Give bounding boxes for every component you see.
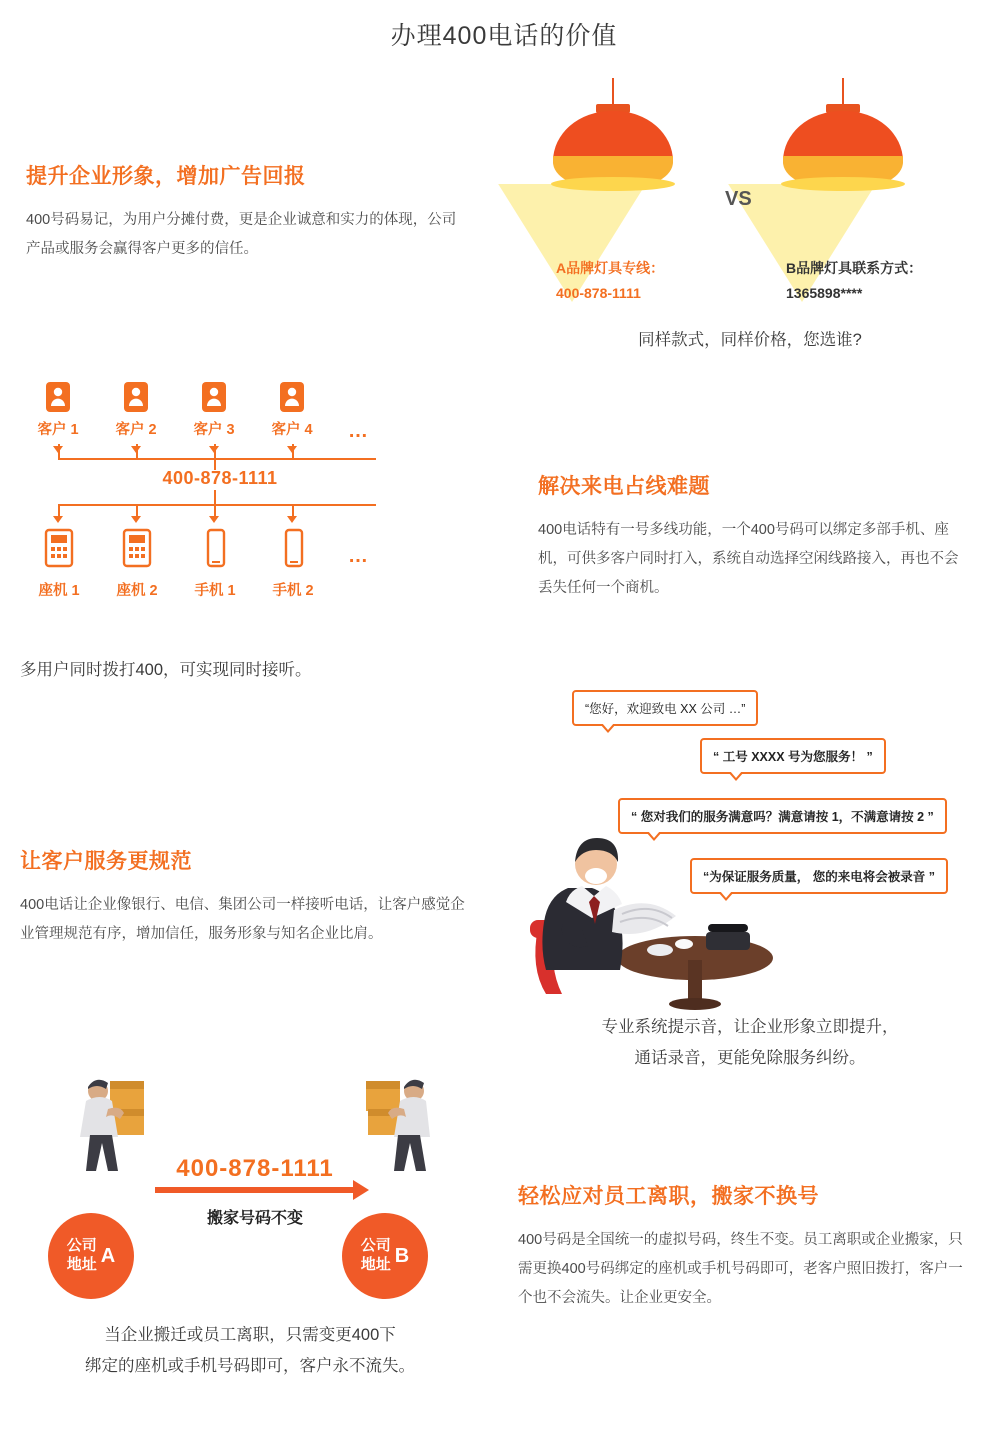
section-brand-body: 400号码易记，为用户分摊付费，更是企业诚意和实力的体现，公司产品或服务会赢得客户更多的信任。 — [26, 212, 457, 257]
lamp-a-label-line1: A品牌灯具专线： — [556, 260, 665, 276]
connector-arrow-3 — [209, 446, 219, 453]
lamp-b-label — [786, 256, 922, 306]
hub-stem-down — [214, 490, 216, 504]
connector-arrow-2 — [131, 446, 141, 453]
section-move-text — [518, 1180, 968, 1313]
user-icon — [44, 380, 72, 414]
customer-node-3-label: 客户 3 — [193, 422, 235, 438]
customer-node-4 — [262, 380, 322, 439]
speech-bubble-satisfaction: “ 您对我们的服务满意吗？满意请按 1，不满意请按 2 ” — [618, 798, 947, 834]
mobile-phone-icon — [198, 528, 232, 568]
device-node-3-label: 手机 1 — [194, 583, 236, 599]
section-busy-text — [538, 470, 968, 603]
section-brand-caption: 同样款式，同样价格，您选谁? — [638, 331, 862, 349]
section-busy-caption: 多用户同时拨打400，可实现同时接听。 — [20, 661, 312, 679]
saucer-icon — [647, 944, 673, 956]
company-address-b-line1: 公司 — [360, 1237, 391, 1255]
mover-right-icon — [342, 1065, 462, 1185]
section-service-text — [20, 845, 470, 949]
customer-node-2-label: 客户 2 — [115, 422, 157, 438]
device-node-1 — [28, 528, 90, 600]
section-brand-text — [26, 160, 466, 264]
customer-node-4-label: 客户 4 — [271, 422, 313, 438]
company-address-b-text — [361, 1237, 391, 1275]
device-node-2 — [106, 528, 168, 600]
move-arrow-label: 搬家号码不变 — [206, 1210, 303, 1227]
section-service-heading: 让客户服务更规范 — [20, 850, 192, 873]
customer-node-3 — [184, 380, 244, 439]
multi-line-diagram — [20, 380, 420, 630]
lamp-shade-rim-icon — [551, 177, 675, 191]
section-brand-heading: 提升企业形象，增加广告回报 — [26, 165, 306, 188]
customer-node-1 — [28, 380, 88, 439]
user-icon — [122, 380, 150, 414]
device-arrow-4 — [287, 516, 297, 523]
device-node-4-label: 手机 2 — [272, 583, 314, 599]
company-address-b-line2: 地址 — [360, 1256, 391, 1273]
section-move-caption-line1: 当企业搬迁或员工离职，只需变更400下 — [104, 1326, 396, 1344]
section-move-heading: 轻松应对员工离职，搬家不换号 — [518, 1185, 819, 1208]
lamp-cord-icon — [842, 78, 844, 106]
lamp-shade-rim-icon — [781, 177, 905, 191]
vs-label: VS — [725, 188, 752, 210]
connector-line-top — [58, 458, 376, 460]
section-move-caption — [20, 1320, 480, 1383]
device-node-3 — [184, 528, 246, 600]
company-address-a-letter: A — [100, 1244, 116, 1267]
office-move-illustration — [20, 1065, 480, 1300]
businessman-at-desk-illustration — [510, 810, 810, 1010]
device-more-ellipsis: … — [348, 545, 368, 567]
device-arrow-1 — [53, 516, 63, 523]
section-move-body: 400号码是全国统一的虚拟号码，终生不变。员工离职或企业搬家，只需更换400号码绑定的座机或手机号码即可，老客户照旧拨打，客户一个也不会流失。让企业更安全。 — [518, 1232, 963, 1306]
company-address-b-letter: B — [394, 1244, 410, 1267]
move-arrow-icon — [155, 1187, 355, 1193]
device-node-4 — [262, 528, 324, 600]
mobile-phone-icon — [276, 528, 310, 568]
speech-bubble-recording: “为保证服务质量， 您的来电将会被录音 ” — [690, 858, 948, 894]
device-arrow-3 — [209, 516, 219, 523]
lamp-cord-icon — [612, 78, 614, 106]
speech-bubble-agent-id: “ 工号 XXXX 号为您服务！ ” — [700, 738, 886, 774]
lamp-b-label-line2: 1365898**** — [786, 285, 863, 302]
connector-arrow-1 — [53, 446, 63, 453]
section-busy-body: 400电话特有一号多线功能，一个400号码可以绑定多部手机、座机，可供多客户同时打入，系统自动选择空闲线路接入，再也不会丢失任何一个商机。 — [538, 522, 959, 596]
service-scene-illustration — [500, 680, 1000, 1020]
lamp-a-label-line2: 400-878-1111 — [556, 285, 641, 302]
move-number-label: 400-878-1111 — [176, 1155, 334, 1182]
customer-node-2 — [106, 380, 166, 439]
customer-node-1-label: 客户 1 — [37, 422, 79, 438]
company-address-a-line1: 公司 — [66, 1237, 97, 1255]
company-address-a-text — [67, 1237, 97, 1275]
page-title: 办理400电话的价值 — [390, 22, 618, 50]
customer-more-ellipsis: … — [348, 420, 368, 442]
device-node-2-label: 座机 2 — [116, 583, 158, 599]
connector-arrow-4 — [287, 446, 297, 453]
section-service-caption — [500, 1012, 1000, 1075]
company-address-b-badge — [342, 1213, 428, 1299]
device-node-1-label: 座机 1 — [38, 583, 80, 599]
company-address-a-badge — [48, 1213, 134, 1299]
section-service-caption-line2: 通话录音，更能免除服务纠纷。 — [634, 1049, 866, 1068]
section-busy-heading: 解决来电占线难题 — [538, 475, 710, 498]
hub-number-label: 400-878-1111 — [162, 468, 278, 488]
company-address-a-line2: 地址 — [66, 1256, 97, 1273]
desk-phone-icon — [42, 528, 76, 568]
section-move-caption-line2: 绑定的座机或手机号码即可，客户永不流失。 — [85, 1357, 415, 1376]
connector-line-bottom — [58, 504, 376, 506]
lamp-b-label-line1: B品牌灯具联系方式： — [786, 260, 923, 276]
speech-bubble-greeting: “您好，欢迎致电 XX 公司 …” — [572, 690, 758, 726]
lamp-a-label — [556, 256, 664, 306]
desk-phone-icon — [120, 528, 154, 568]
device-arrow-2 — [131, 516, 141, 523]
section-service-body: 400电话让企业像银行、电信、集团公司一样接听电话，让客户感觉企业管理规范有序，增加信任，服务形象与知名企业比肩。 — [20, 897, 465, 942]
user-icon — [278, 380, 306, 414]
user-icon — [200, 380, 228, 414]
section-service-caption-line1: 专业系统提示音，让企业形象立即提升， — [601, 1018, 899, 1036]
coffee-cup-icon — [585, 868, 607, 884]
desk-phone-icon — [706, 932, 750, 950]
